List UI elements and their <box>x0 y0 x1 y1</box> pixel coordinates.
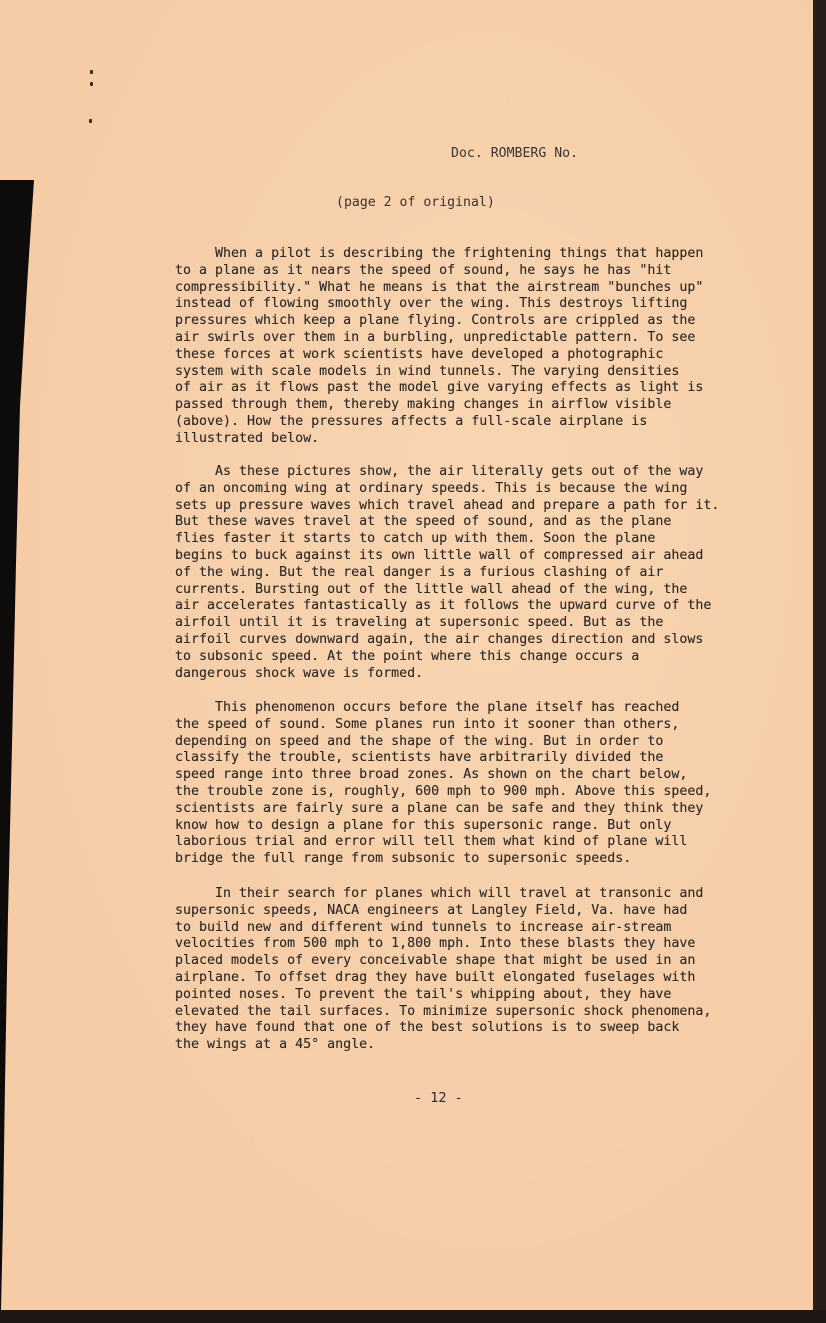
body-paragraph-3: This phenomenon occurs before the plane itself has reached the speed of sound. Some planes run into it sooner than others, depending on speed and the shape of the wing. But in order to classify the trouble, scientists have arbitrarily divided the speed range into three broad zones. As shown on the chart below, the trouble zone is, roughly, 600 mph to 900 mph. Above this speed, scientists are fairly sure a plane can be safe and they think they know how to design a plane for this supersonic range. But only laborious trial and error will tell them what kind of plane will bridge the full range from subsonic to supersonic speeds. <box>175 700 712 867</box>
body-paragraph-2: As these pictures show, the air literally gets out of the way of an oncoming wing at ordinary speeds. This is because the wing sets up pressure waves which travel ahead and prepare a path for it. But these waves travel at the speed of sound, and as the plane flies faster it starts to catch up with them. Soon the plane begins to buck against its own little wall of compressed air ahead of the wing. But the real danger is a furious clashing of air currents. Bursting out of the little wall ahead of the wing, the air accelerates fantastically as it follows the upward curve of the airfoil until it is traveling at supersonic speed. But as the airfoil curves downward again, the air changes direction and slows to subsonic speed. At the point where this change occurs a dangerous shock wave is formed. <box>175 464 720 681</box>
page-bottom-shadow <box>0 1310 826 1323</box>
page-number: - 12 - <box>414 1090 463 1106</box>
body-paragraph-1: When a pilot is describing the frightening things that happen to a plane as it nears the speed of sound, he says he has "hit compressibility." What he means is that the airstream "bunches up" instead of flowing smoothly over the wing. This destroys lifting pressures which keep a plane flying. Controls are crippled as the air swirls over them in a burbling, unpredictable pattern. To see these forces at work scientists have developed a photographic system with scale models in wind tunnels. The varying densities of air as it flows past the model give varying effects as light is passed through them, thereby making changes in airflow visible (above). How the pressures affects a full-scale airplane is illustrated below. <box>175 246 704 446</box>
page-edge-shadow <box>813 0 826 1323</box>
torn-left-edge <box>0 180 34 1310</box>
binding-hole-mark <box>90 82 93 86</box>
body-paragraph-4: In their search for planes which will travel at transonic and supersonic speeds, NACA engineers at Langley Field, Va. have had to build new and different wind tunnels to increase air-stream velocities from 500 mph to 1,800 mph. Into these blasts they have placed models of every conceivable shape that might be used in an airplane. To offset drag they have built elongated fuselages with pointed noses. To prevent the tail's whipping about, they have elevated the tail surfaces. To minimize supersonic shock phenomena, they have found that one of the best solutions is to sweep back the wings at a 45° angle. <box>175 886 712 1053</box>
binding-hole-mark <box>90 70 93 74</box>
binding-hole-mark <box>89 119 92 123</box>
document-header: Doc. ROMBERG No. <box>451 146 579 161</box>
page-origin-note: (page 2 of original) <box>336 195 495 210</box>
